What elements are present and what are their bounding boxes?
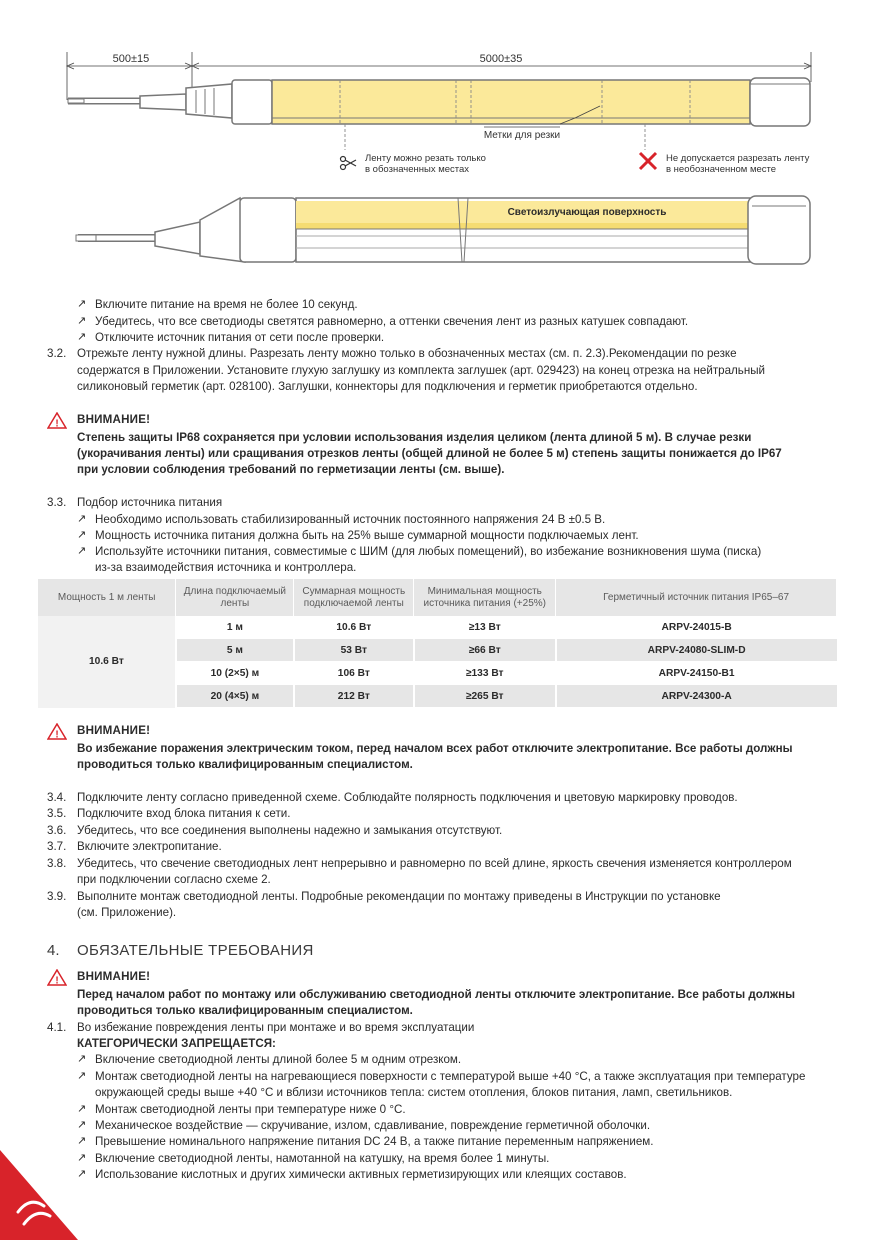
warning-line: Во избежание поражения электрическим током, перед началом всех работ отключите электропитание. Все работы должны [77,742,793,755]
table-cell: 5 м [176,639,294,662]
cut-ok-line1: Ленту можно резать только [365,153,486,164]
arrow-icon: ↗ [77,1168,87,1180]
svg-text:!: ! [55,975,59,986]
table-cell: 53 Вт [294,639,414,662]
arrow-icon: ↗ [77,1152,87,1164]
scissors-icon [341,157,357,170]
table-header: Герметичный источник питания IP65–67 [556,579,837,616]
bullet-text: Мощность источника питания должна быть на 25% выше суммарной мощности подключаемых лент. [95,529,639,542]
arrow-icon: ↗ [77,513,87,525]
section-3-3-number: 3.3. [47,496,67,509]
step-text: Включите электропитание. [77,840,222,853]
forbidden-cut-icon [640,153,656,169]
warning-title: ВНИМАНИЕ! [77,724,151,737]
bullet-text: Включение светодиодной ленты длиной более 5 м одним отрезком. [95,1053,462,1066]
step-number: 3.9. [47,890,67,903]
table-cell: 1 м [176,616,294,639]
arrow-icon: ↗ [77,1119,87,1131]
table-row [38,616,837,639]
step-number: 3.8. [47,857,67,870]
step-number: 3.4. [47,791,67,804]
section-4-1-intro: Во избежание повреждения ленты при монтаже и во время эксплуатации [77,1021,475,1034]
section-4-1-number: 4.1. [47,1021,67,1034]
section-4-title: ОБЯЗАТЕЛЬНЫЕ ТРЕБОВАНИЯ [77,942,314,959]
power-supply-table [38,579,837,708]
table-cell: ≥13 Вт [414,616,556,639]
bullet-text: Использование кислотных и других химически активных герметизирующих или клеящих составов. [95,1168,627,1181]
warning-title: ВНИМАНИЕ! [77,970,151,983]
step-number: 3.5. [47,807,67,820]
bullet-text: Необходимо использовать стабилизированный источник постоянного напряжения 24 В ±0.5 В. [95,513,606,526]
table-cell: 10.6 Вт [294,616,414,639]
cut-ok-line2: в обозначенных местах [365,164,470,175]
table-header: Длина подключаемый ленты [176,579,294,616]
bullet-text-continued: окружающей среды выше +40 °С и вблизи источников тепла: систем отопления, блоков питания, ламп, светильников. [95,1086,733,1099]
table-cell: 212 Вт [294,685,414,708]
power-per-meter-cell: 10.6 Вт [38,616,176,708]
table-cell: ≥133 Вт [414,662,556,685]
bullet-text: Включение светодиодной ленты, намотанной на катушку, на время более 1 минуты. [95,1152,550,1165]
table-cell: ARPV-24300-A [556,685,837,708]
bullet-text: Включите питание на время не более 10 секунд. [95,298,358,311]
table-cell: 20 (4×5) м [176,685,294,708]
step-text: Выполните монтаж светодиодной ленты. Подробные рекомендации по монтажу приведены в Инструкции по установке [77,890,721,903]
bullet-text: Монтаж светодиодной ленты при температуре ниже 0 °С. [95,1103,406,1116]
warning-line: проводиться только квалифицированным специалистом. [77,758,413,771]
cut-marks-label: Метки для резки [483,130,561,141]
warning-icon [47,969,67,986]
strip-diagram [0,0,874,290]
warning-line: при условии соблюдения требований по герметизации ленты (см. выше). [77,463,505,476]
arrow-icon: ↗ [77,315,87,327]
arrow-icon: ↗ [77,545,87,557]
arrow-icon: ↗ [77,1135,87,1147]
warning-line: проводиться только квалифицированным специалистом. [77,1004,413,1017]
table-header: Минимальная мощность источника питания (+25%) [414,579,556,616]
step-text: Убедитесь, что свечение светодиодных лент непрерывно и равномерно по всей длине, яркость свечения изменяется контроллером [77,857,792,870]
step-number: 3.7. [47,840,67,853]
section-3-2-number: 3.2. [47,347,67,360]
table-cell: ≥265 Вт [414,685,556,708]
warning-title: ВНИМАНИЕ! [77,413,151,426]
arrow-icon: ↗ [77,1070,87,1082]
svg-text:!: ! [55,418,59,429]
table-cell: ≥66 Вт [414,639,556,662]
section-3-3-title: Подбор источника питания [77,496,223,509]
bullet-text: Превышение номинального напряжение питания DC 24 В, а также питание переменным напряжением. [95,1135,654,1148]
bullet-text: Отключите источник питания от сети после проверки. [95,331,385,344]
section-4-number: 4. [47,942,60,959]
emitting-surface-label: Светоизлучающая поверхность [507,207,667,218]
brand-corner-logo [0,1150,80,1240]
bullet-text-continued: из-за взаимодействия источника и контроллера. [95,561,357,574]
warning-icon [47,412,67,429]
step-text: при подключении согласно схеме 2. [77,873,271,886]
table-header-row [38,579,837,616]
section-3-2-line: Отрежьте ленту нужной длины. Разрезать ленту можно только в обозначенных местах (см. п. 2.3).Рекомендации по резке [77,347,737,360]
bullet-text: Монтаж светодиодной ленты на нагревающиеся поверхности с температурой выше +40 °С, а также эксплуатация при температуре [95,1070,806,1083]
arrow-icon: ↗ [77,1053,87,1065]
arrow-icon: ↗ [77,331,87,343]
arrow-icon: ↗ [77,298,87,310]
table-header: Мощность 1 м ленты [38,579,176,616]
arrow-icon: ↗ [77,1103,87,1115]
table-cell: 10 (2×5) м [176,662,294,685]
dim-right-label: 5000±35 [479,53,523,65]
bullet-text: Используйте источники питания, совместимые с ШИМ (для любых помещений), во избежание возникновения шума (писка) [95,545,762,558]
warning-line: (укорачивания ленты) или сращивания отрезков ленты (общей длиной не более 5 м) степень защиты понижается до IP67 [77,447,782,460]
svg-text:!: ! [55,729,59,740]
warning-line: Перед началом работ по монтажу или обслуживанию светодиодной ленты отключите электропитание. Все работы должны [77,988,795,1001]
section-3-2-line: содержатся в Приложении. Установите глухую заглушку из комплекта заглушек (арт. 029423) на конец отрезка на нейтральный [77,364,766,377]
bullet-text: Механическое воздействие — скручивание, излом, сдавливание, повреждение герметичной оболочки. [95,1119,651,1132]
step-number: 3.6. [47,824,67,837]
top-strip [68,78,810,150]
warning-icon [47,723,67,740]
step-text: Убедитесь, что все соединения выполнены надежно и замыкания отсутствуют. [77,824,503,837]
warning-line: Степень защиты IP68 сохраняется при условии использования изделия целиком (лента длиной 5 м). В случае резки [77,431,752,444]
table-cell: ARPV-24080-SLIM-D [556,639,837,662]
step-text: Подключите ленту согласно приведенной схеме. Соблюдайте полярность подключения и цветовую маркировку проводов. [77,791,738,804]
dim-left-label: 500±15 [112,53,150,65]
table-cell: 106 Вт [294,662,414,685]
cut-forbidden-line2: в необозначенном месте [666,164,777,175]
bullet-text: Убедитесь, что все светодиоды светятся равномерно, а оттенки свечения лент из разных катушек совпадают. [95,315,689,328]
section-3-2-line: силиконовый герметик (арт. 028100). Заглушки, коннекторы для подключения и герметик приобретаются отдельно. [77,380,698,393]
forbidden-heading: КАТЕГОРИЧЕСКИ ЗАПРЕЩАЕТСЯ: [77,1037,276,1050]
cut-forbidden-line1: Не допускается разрезать ленту [666,153,810,164]
step-text: (см. Приложение). [77,906,177,919]
arrow-icon: ↗ [77,529,87,541]
table-cell: ARPV-24015-B [556,616,837,639]
step-text: Подключите вход блока питания к сети. [77,807,291,820]
table-cell: ARPV-24150-B1 [556,662,837,685]
table-header: Суммарная мощность подключаемой ленты [294,579,414,616]
strip-3d [76,196,810,264]
